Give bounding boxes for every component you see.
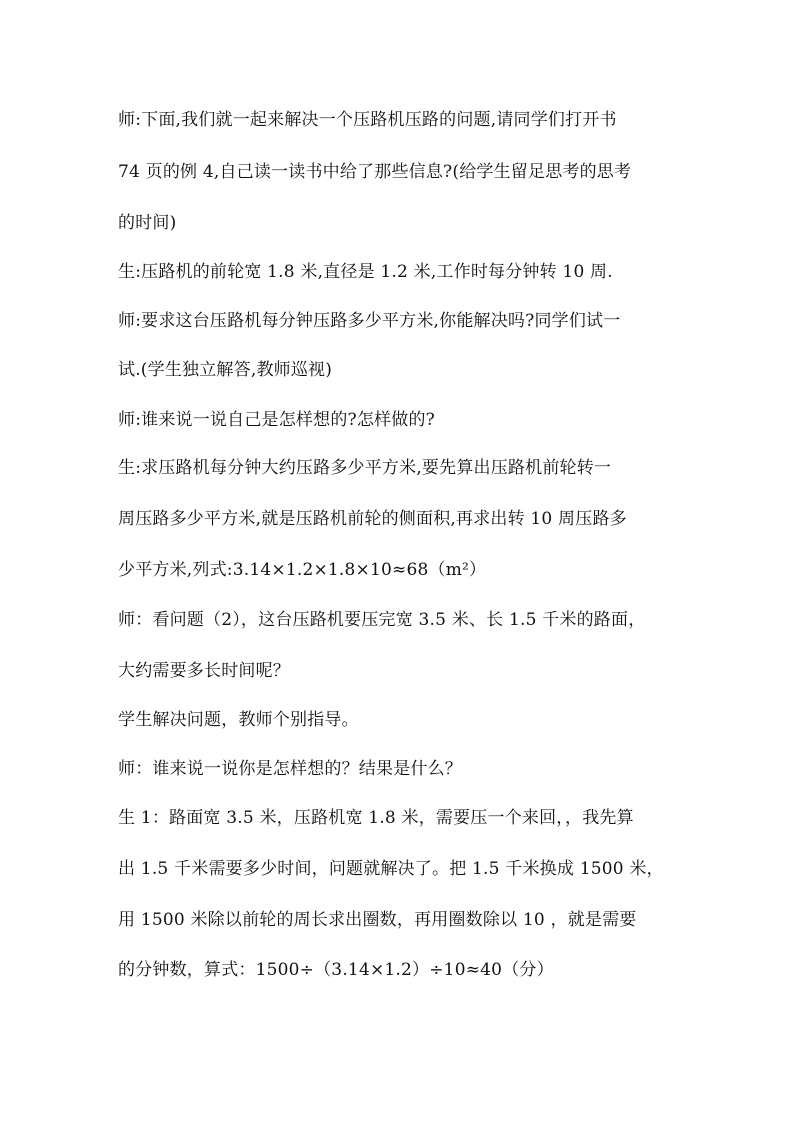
text-line: 的时间) [118, 213, 177, 233]
text-line: 试.(学生独立解答,教师巡视) [118, 360, 333, 380]
text-line: 学生解决问题，教师个别指导。 [118, 710, 359, 730]
text-line: 师:要求这台压路机每分钟压路多少平方米,你能解决吗?同学们试一 [118, 311, 621, 331]
text-line: 的分钟数，算式：1500÷（3.14×1.2）÷10≈40（分） [118, 960, 554, 980]
text-line: 74 页的例 4,自己读一读书中给了那些信息?(给学生留足思考的思考 [118, 162, 632, 182]
text-line: 少平方米,列式:3.14×1.2×1.8×10≈68（m²） [118, 560, 487, 580]
text-line: 师：谁来说一说你是怎样想的？结果是什么？ [118, 759, 462, 779]
text-line: 大约需要多长时间呢？ [118, 661, 290, 681]
text-line: 生:压路机的前轮宽 1.8 米,直径是 1.2 米,工作时每分钟转 10 周. [118, 262, 613, 282]
text-line: 用 1500 米除以前轮的周长求出圈数，再用圈数除以 10 ，就是需要 [118, 910, 637, 930]
text-line: 生:求压路机每分钟大约压路多少平方米,要先算出压路机前轮转一 [118, 458, 612, 478]
text-line: 师：看问题（2），这台压路机要压完宽 3.5 米、长 1.5 千米的路面， [118, 610, 646, 630]
text-line: 周压路多少平方米,就是压路机前轮的侧面积,再求出转 10 周压路多 [118, 509, 627, 529]
text-line: 师:谁来说一说自己是怎样想的?怎样做的? [118, 410, 435, 430]
text-line: 出 1.5 千米需要多少时间，问题就解决了。把 1.5 千米换成 1500 米， [118, 859, 664, 879]
text-line: 师:下面,我们就一起来解决一个压路机压路的问题,请同学们打开书 [118, 110, 617, 130]
text-line: 生 1：路面宽 3.5 米，压路机宽 1.8 米，需要压一个来回，，我先算 [118, 808, 634, 828]
